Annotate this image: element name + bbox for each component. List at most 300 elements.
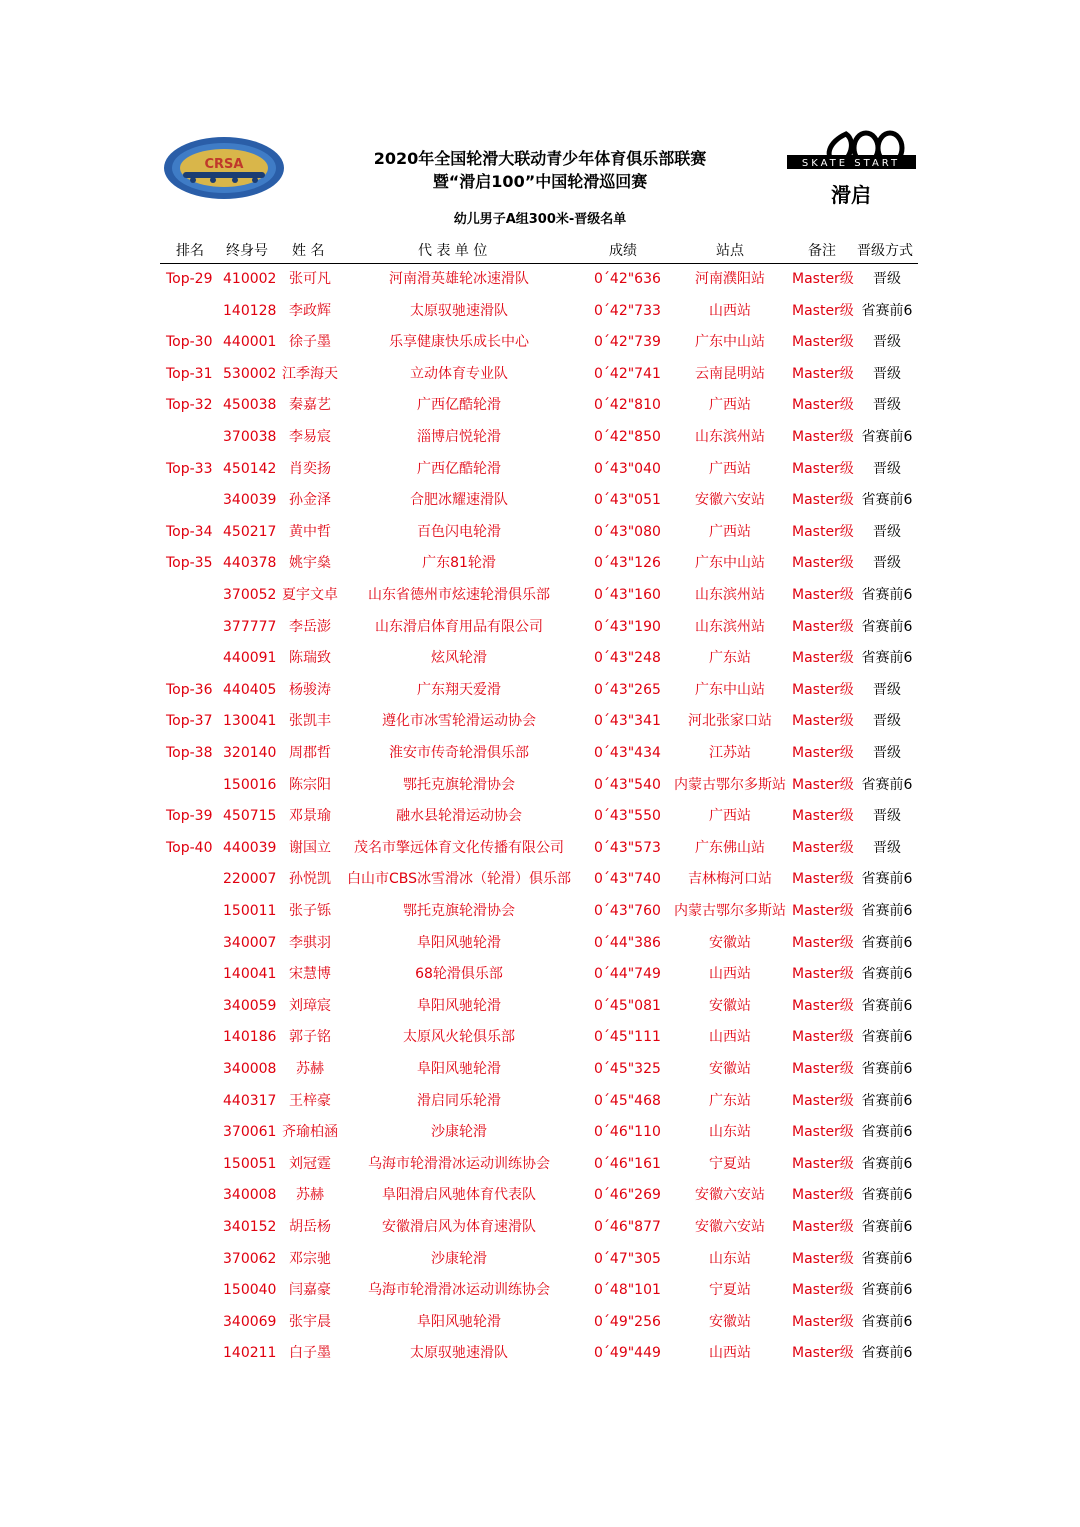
name-cell: 李骐羽	[289, 934, 331, 951]
unit-cell: 合肥冰耀速滑队	[410, 492, 508, 509]
note-cell: Master级	[792, 587, 854, 603]
name-cell: 黄中哲	[289, 523, 331, 540]
advance-cell: 省赛前6	[861, 776, 913, 793]
advance-cell: 省赛前6	[861, 997, 913, 1014]
table-row	[0, 991, 1080, 1023]
name-cell: 齐瑜柏涵	[282, 1124, 338, 1141]
table-row	[0, 675, 1080, 707]
note-cell: Master级	[792, 934, 854, 951]
unit-cell: 淮安市传奇轮滑俱乐部	[389, 745, 529, 761]
table-row	[0, 296, 1080, 328]
name-cell: 徐子墨	[289, 334, 331, 351]
site-cell: 宁夏站	[709, 1155, 751, 1172]
unit-cell: 太原驭驰速滑队	[410, 1345, 508, 1362]
skate-start-logo-text: SKATE START	[801, 158, 901, 169]
note-cell: Master级	[792, 681, 854, 698]
unit-cell: 广东81轮滑	[422, 555, 496, 572]
id-cell: 150016	[223, 776, 277, 793]
table-row	[0, 612, 1080, 644]
id-cell: 140211	[223, 1345, 277, 1362]
rank-cell: Top-38	[166, 745, 213, 761]
table-row	[0, 928, 1080, 960]
site-cell: 吉林梅河口站	[688, 871, 772, 888]
time-cell: 0´45"325	[594, 1061, 661, 1077]
note-cell: Master级	[792, 966, 854, 983]
rank-cell: Top-39	[166, 808, 213, 825]
name-cell: 邓景瑜	[289, 808, 331, 825]
unit-cell: 太原风火轮俱乐部	[403, 1029, 515, 1046]
advance-cell: 省赛前6	[861, 966, 913, 983]
unit-cell: 鄂托克旗轮滑协会	[403, 903, 515, 919]
unit-cell: 百色闪电轮滑	[417, 523, 501, 540]
time-cell: 0´46"110	[594, 1124, 661, 1141]
name-cell: 宋慧博	[289, 966, 331, 983]
time-cell: 0´42"733	[594, 302, 661, 319]
name-cell: 李岳澎	[289, 618, 331, 635]
table-row	[0, 706, 1080, 738]
page-title-line2: 暨“滑启100”中国轮滑巡回赛	[432, 172, 648, 191]
time-cell: 0´43"740	[594, 871, 661, 888]
time-cell: 0´49"256	[594, 1313, 661, 1330]
id-cell: 140041	[223, 966, 277, 983]
unit-cell: 广西亿酷轮滑	[417, 397, 501, 414]
rank-cell: Top-29	[166, 271, 213, 287]
unit-cell: 阜阳风驰轮滑	[417, 1313, 501, 1330]
name-cell: 孙金泽	[289, 492, 331, 509]
note-cell: Master级	[792, 713, 854, 730]
table-row	[0, 896, 1080, 928]
note-cell: Master级	[792, 618, 854, 635]
advance-cell: 省赛前6	[861, 1187, 913, 1204]
time-cell: 0´48"101	[594, 1282, 661, 1299]
id-cell: 340008	[223, 1187, 277, 1204]
unit-cell: 融水县轮滑运动协会	[396, 808, 522, 825]
id-cell: 377777	[223, 618, 277, 635]
name-cell: 陈瑞致	[289, 650, 331, 667]
table-row	[0, 1338, 1080, 1370]
time-cell: 0´42"636	[594, 271, 661, 287]
note-cell: Master级	[792, 1155, 854, 1172]
note-cell: Master级	[792, 429, 854, 445]
name-cell: 胡岳杨	[289, 1219, 331, 1235]
table-row	[0, 548, 1080, 580]
name-cell: 夏宇文卓	[282, 587, 338, 603]
advance-cell: 晋级	[873, 745, 901, 761]
time-cell: 0´46"269	[594, 1187, 661, 1204]
id-cell: 140128	[223, 302, 277, 319]
id-cell: 530002	[223, 365, 277, 382]
advance-cell: 省赛前6	[861, 1313, 913, 1330]
id-cell: 340152	[223, 1219, 277, 1235]
time-cell: 0´43"573	[594, 839, 661, 856]
table-row	[0, 1117, 1080, 1149]
rank-cell: Top-31	[166, 365, 213, 382]
id-cell: 340069	[223, 1313, 277, 1330]
site-cell: 安徽六安站	[695, 492, 765, 509]
advance-cell: 省赛前6	[861, 871, 913, 888]
unit-cell: 阜阳风驰轮滑	[417, 934, 501, 951]
col-header-rank: 排名	[176, 243, 204, 259]
id-cell: 370061	[223, 1124, 277, 1141]
advance-cell: 晋级	[873, 460, 901, 477]
advance-cell: 晋级	[873, 681, 901, 698]
name-cell: 张子铄	[289, 903, 331, 919]
table-row	[0, 264, 1080, 296]
col-header-name: 姓 名	[292, 243, 325, 259]
note-cell: Master级	[792, 334, 854, 351]
time-cell: 0´43"126	[594, 555, 661, 572]
table-row	[0, 770, 1080, 802]
name-cell: 张可凡	[289, 271, 331, 287]
table-row	[0, 643, 1080, 675]
name-cell: 孙悦凯	[289, 871, 331, 888]
site-cell: 安徽站	[709, 1061, 751, 1077]
unit-cell: 阜阳滑启风驰体育代表队	[382, 1187, 536, 1204]
note-cell: Master级	[792, 1313, 854, 1330]
table-row	[0, 580, 1080, 612]
id-cell: 340008	[223, 1061, 277, 1077]
rank-cell: Top-37	[166, 713, 213, 730]
advance-cell: 晋级	[873, 271, 901, 287]
table-row	[0, 485, 1080, 517]
advance-cell: 省赛前6	[861, 492, 913, 509]
note-cell: Master级	[792, 650, 854, 667]
unit-cell: 沙康轮滑	[431, 1250, 487, 1267]
table-row	[0, 1149, 1080, 1181]
table-row	[0, 738, 1080, 770]
unit-cell: 太原驭驰速滑队	[410, 302, 508, 319]
table-row	[0, 1212, 1080, 1244]
unit-cell: 沙康轮滑	[431, 1124, 487, 1141]
id-cell: 450038	[223, 397, 277, 414]
unit-cell: 山东滑启体育用品有限公司	[375, 618, 543, 635]
name-cell: 谢国立	[289, 839, 331, 856]
unit-cell: 乌海市轮滑滑冰运动训练协会	[368, 1282, 550, 1299]
site-cell: 广东中山站	[695, 681, 765, 698]
advance-cell: 晋级	[873, 555, 901, 572]
table-row	[0, 1086, 1080, 1118]
advance-cell: 省赛前6	[861, 903, 913, 919]
advance-cell: 省赛前6	[861, 1155, 913, 1172]
name-cell: 刘璋宸	[289, 997, 331, 1014]
table-row	[0, 959, 1080, 991]
id-cell: 440001	[223, 334, 277, 351]
note-cell: Master级	[792, 1187, 854, 1204]
name-cell: 杨骏涛	[289, 681, 331, 698]
advance-cell: 省赛前6	[861, 1250, 913, 1267]
advance-cell: 晋级	[873, 334, 901, 351]
unit-cell: 立动体育专业队	[410, 365, 508, 382]
col-header-site: 站点	[716, 243, 744, 259]
table-row	[0, 422, 1080, 454]
site-cell: 山西站	[709, 1345, 751, 1362]
advance-cell: 晋级	[873, 397, 901, 414]
rank-cell: Top-32	[166, 397, 213, 414]
note-cell: Master级	[792, 460, 854, 477]
id-cell: 150051	[223, 1155, 277, 1172]
table-row	[0, 390, 1080, 422]
id-cell: 450142	[223, 460, 277, 477]
advance-cell: 省赛前6	[861, 1282, 913, 1299]
id-cell: 220007	[223, 871, 277, 888]
advance-cell: 省赛前6	[861, 1061, 913, 1077]
site-cell: 安徽六安站	[695, 1219, 765, 1235]
note-cell: Master级	[792, 492, 854, 509]
table-row	[0, 359, 1080, 391]
note-cell: Master级	[792, 871, 854, 888]
time-cell: 0´45"468	[594, 1092, 661, 1109]
rank-cell: Top-33	[166, 460, 213, 477]
id-cell: 340039	[223, 492, 277, 509]
rank-cell: Top-36	[166, 681, 213, 698]
note-cell: Master级	[792, 1345, 854, 1362]
unit-cell: 滑启同乐轮滑	[417, 1092, 501, 1109]
skate-start-logo-cn: 滑启	[831, 183, 871, 207]
id-cell: 150011	[223, 903, 277, 919]
time-cell: 0´49"449	[594, 1345, 661, 1362]
advance-cell: 省赛前6	[861, 1029, 913, 1046]
id-cell: 320140	[223, 745, 277, 761]
advance-cell: 省赛前6	[861, 429, 913, 445]
advance-cell: 晋级	[873, 808, 901, 825]
name-cell: 张凯丰	[289, 713, 331, 730]
time-cell: 0´43"080	[594, 523, 661, 540]
id-cell: 370052	[223, 587, 277, 603]
time-cell: 0´43"540	[594, 776, 661, 793]
time-cell: 0´43"341	[594, 713, 661, 730]
id-cell: 440405	[223, 681, 277, 698]
site-cell: 安徽站	[709, 997, 751, 1014]
page-title-line1: 2020年全国轮滑大联动青少年体育俱乐部联赛	[373, 149, 707, 168]
site-cell: 广西站	[709, 397, 751, 414]
table-row	[0, 454, 1080, 486]
site-cell: 山东站	[709, 1124, 751, 1141]
note-cell: Master级	[792, 1124, 854, 1141]
site-cell: 山东滨州站	[695, 587, 765, 603]
rank-cell: Top-40	[166, 839, 213, 856]
unit-cell: 68轮滑俱乐部	[415, 966, 503, 983]
site-cell: 广西站	[709, 460, 751, 477]
site-cell: 广东站	[709, 1092, 751, 1109]
name-cell: 周郡哲	[289, 745, 331, 761]
id-cell: 440317	[223, 1092, 277, 1109]
name-cell: 郭子铭	[289, 1029, 331, 1046]
note-cell: Master级	[792, 523, 854, 540]
unit-cell: 乌海市轮滑滑冰运动训练协会	[368, 1155, 550, 1172]
table-row	[0, 517, 1080, 549]
id-cell: 150040	[223, 1282, 277, 1299]
unit-cell: 白山市CBS冰雪滑冰（轮滑）俱乐部	[346, 871, 572, 888]
col-header-advance: 晋级方式	[857, 243, 913, 259]
note-cell: Master级	[792, 397, 854, 414]
site-cell: 安徽站	[709, 1313, 751, 1330]
note-cell: Master级	[792, 1029, 854, 1046]
site-cell: 山东站	[709, 1250, 751, 1267]
site-cell: 安徽站	[709, 934, 751, 951]
site-cell: 宁夏站	[709, 1282, 751, 1299]
rank-cell: Top-30	[166, 334, 213, 351]
site-cell: 广东中山站	[695, 555, 765, 572]
advance-cell: 省赛前6	[861, 1092, 913, 1109]
id-cell: 450217	[223, 523, 277, 540]
time-cell: 0´43"265	[594, 681, 661, 698]
table-row	[0, 1022, 1080, 1054]
table-row	[0, 801, 1080, 833]
note-cell: Master级	[792, 903, 854, 919]
unit-cell: 炫风轮滑	[431, 650, 487, 667]
id-cell: 440039	[223, 839, 277, 856]
site-cell: 山西站	[709, 302, 751, 319]
id-cell: 140186	[223, 1029, 277, 1046]
site-cell: 内蒙古鄂尔多斯站	[674, 776, 786, 793]
rank-cell: Top-34	[166, 523, 213, 540]
note-cell: Master级	[792, 365, 854, 382]
time-cell: 0´42"810	[594, 397, 661, 414]
unit-cell: 阜阳风驰轮滑	[417, 997, 501, 1014]
unit-cell: 茂名市擎远体育文化传播有限公司	[354, 839, 564, 856]
col-header-note: 备注	[808, 243, 836, 259]
name-cell: 江季海天	[282, 365, 338, 382]
site-cell: 山西站	[709, 966, 751, 983]
time-cell: 0´44"386	[594, 934, 661, 951]
name-cell: 李政辉	[289, 302, 331, 319]
advance-cell: 省赛前6	[861, 302, 913, 319]
advance-cell: 晋级	[873, 713, 901, 730]
time-cell: 0´43"434	[594, 745, 661, 761]
site-cell: 云南昆明站	[695, 365, 765, 382]
site-cell: 江苏站	[709, 745, 751, 761]
note-cell: Master级	[792, 1250, 854, 1267]
note-cell: Master级	[792, 808, 854, 825]
table-row	[0, 1054, 1080, 1086]
page-subtitle: 幼儿男子A组300米-晋级名单	[453, 212, 627, 227]
note-cell: Master级	[792, 555, 854, 572]
site-cell: 广西站	[709, 808, 751, 825]
note-cell: Master级	[792, 776, 854, 793]
unit-cell: 淄博启悦轮滑	[417, 429, 501, 445]
name-cell: 姚宇燊	[289, 555, 331, 572]
name-cell: 刘冠霆	[289, 1155, 331, 1172]
unit-cell: 鄂托克旗轮滑协会	[403, 776, 515, 793]
time-cell: 0´43"040	[594, 460, 661, 477]
time-cell: 0´42"850	[594, 429, 661, 445]
unit-cell: 广东翔天爱滑	[417, 681, 501, 698]
table-row	[0, 833, 1080, 865]
site-cell: 内蒙古鄂尔多斯站	[674, 903, 786, 919]
advance-cell: 省赛前6	[861, 618, 913, 635]
col-header-unit: 代 表 单 位	[418, 243, 488, 259]
advance-cell: 晋级	[873, 839, 901, 856]
note-cell: Master级	[792, 1282, 854, 1299]
time-cell: 0´43"550	[594, 808, 661, 825]
name-cell: 苏赫	[296, 1187, 324, 1204]
site-cell: 广东中山站	[695, 334, 765, 351]
table-row	[0, 1307, 1080, 1339]
advance-cell: 省赛前6	[861, 1124, 913, 1141]
site-cell: 河南濮阳站	[695, 271, 765, 287]
crsa-logo-text: CRSA	[204, 157, 244, 172]
note-cell: Master级	[792, 1061, 854, 1077]
id-cell: 130041	[223, 713, 277, 730]
advance-cell: 晋级	[873, 523, 901, 540]
note-cell: Master级	[792, 997, 854, 1014]
note-cell: Master级	[792, 839, 854, 856]
id-cell: 340007	[223, 934, 277, 951]
name-cell: 李易宸	[289, 429, 331, 445]
unit-cell: 乐享健康快乐成长中心	[389, 334, 529, 351]
advance-cell: 省赛前6	[861, 934, 913, 951]
id-cell: 450715	[223, 808, 277, 825]
site-cell: 河北张家口站	[688, 713, 772, 730]
id-cell: 440378	[223, 555, 277, 572]
id-cell: 440091	[223, 650, 277, 667]
name-cell: 王梓豪	[289, 1092, 331, 1109]
time-cell: 0´43"190	[594, 618, 661, 635]
time-cell: 0´47"305	[594, 1250, 661, 1267]
time-cell: 0´46"877	[594, 1219, 661, 1235]
name-cell: 秦嘉艺	[289, 397, 331, 414]
col-header-id: 终身号	[226, 243, 268, 259]
name-cell: 邓宗驰	[289, 1250, 331, 1267]
site-cell: 广东站	[709, 650, 751, 667]
note-cell: Master级	[792, 302, 854, 319]
time-cell: 0´43"160	[594, 587, 661, 603]
id-cell: 340059	[223, 997, 277, 1014]
table-row	[0, 864, 1080, 896]
table-row	[0, 1180, 1080, 1212]
site-cell: 山东滨州站	[695, 429, 765, 445]
time-cell: 0´45"081	[594, 997, 661, 1014]
site-cell: 广东佛山站	[695, 839, 765, 856]
time-cell: 0´44"749	[594, 966, 661, 983]
site-cell: 安徽六安站	[695, 1187, 765, 1204]
advance-cell: 省赛前6	[861, 1219, 913, 1235]
unit-cell: 遵化市冰雪轮滑运动协会	[382, 713, 536, 730]
id-cell: 410002	[223, 271, 277, 287]
name-cell: 苏赫	[296, 1061, 324, 1077]
time-cell: 0´42"741	[594, 365, 661, 382]
time-cell: 0´43"051	[594, 492, 661, 509]
time-cell: 0´43"760	[594, 903, 661, 919]
time-cell: 0´46"161	[594, 1155, 661, 1172]
unit-cell: 安徽滑启风为体育速滑队	[382, 1219, 536, 1235]
advance-cell: 晋级	[873, 365, 901, 382]
time-cell: 0´45"111	[594, 1029, 661, 1046]
rank-cell: Top-35	[166, 555, 213, 572]
table-row	[0, 1244, 1080, 1276]
id-cell: 370038	[223, 429, 277, 445]
site-cell: 山西站	[709, 1029, 751, 1046]
time-cell: 0´43"248	[594, 650, 661, 667]
table-row	[0, 1275, 1080, 1307]
time-cell: 0´42"739	[594, 334, 661, 351]
site-cell: 广西站	[709, 523, 751, 540]
unit-cell: 河南滑英雄轮冰速滑队	[389, 271, 529, 287]
unit-cell: 山东省德州市炫速轮滑俱乐部	[368, 587, 550, 603]
name-cell: 陈宗阳	[289, 776, 331, 793]
name-cell: 闫嘉豪	[289, 1282, 331, 1299]
name-cell: 白子墨	[289, 1345, 331, 1362]
site-cell: 山东滨州站	[695, 618, 765, 635]
note-cell: Master级	[792, 745, 854, 761]
note-cell: Master级	[792, 1219, 854, 1235]
unit-cell: 广西亿酷轮滑	[417, 460, 501, 477]
id-cell: 370062	[223, 1250, 277, 1267]
unit-cell: 阜阳风驰轮滑	[417, 1061, 501, 1077]
note-cell: Master级	[792, 271, 854, 287]
advance-cell: 省赛前6	[861, 587, 913, 603]
name-cell: 张宇晨	[289, 1313, 331, 1330]
